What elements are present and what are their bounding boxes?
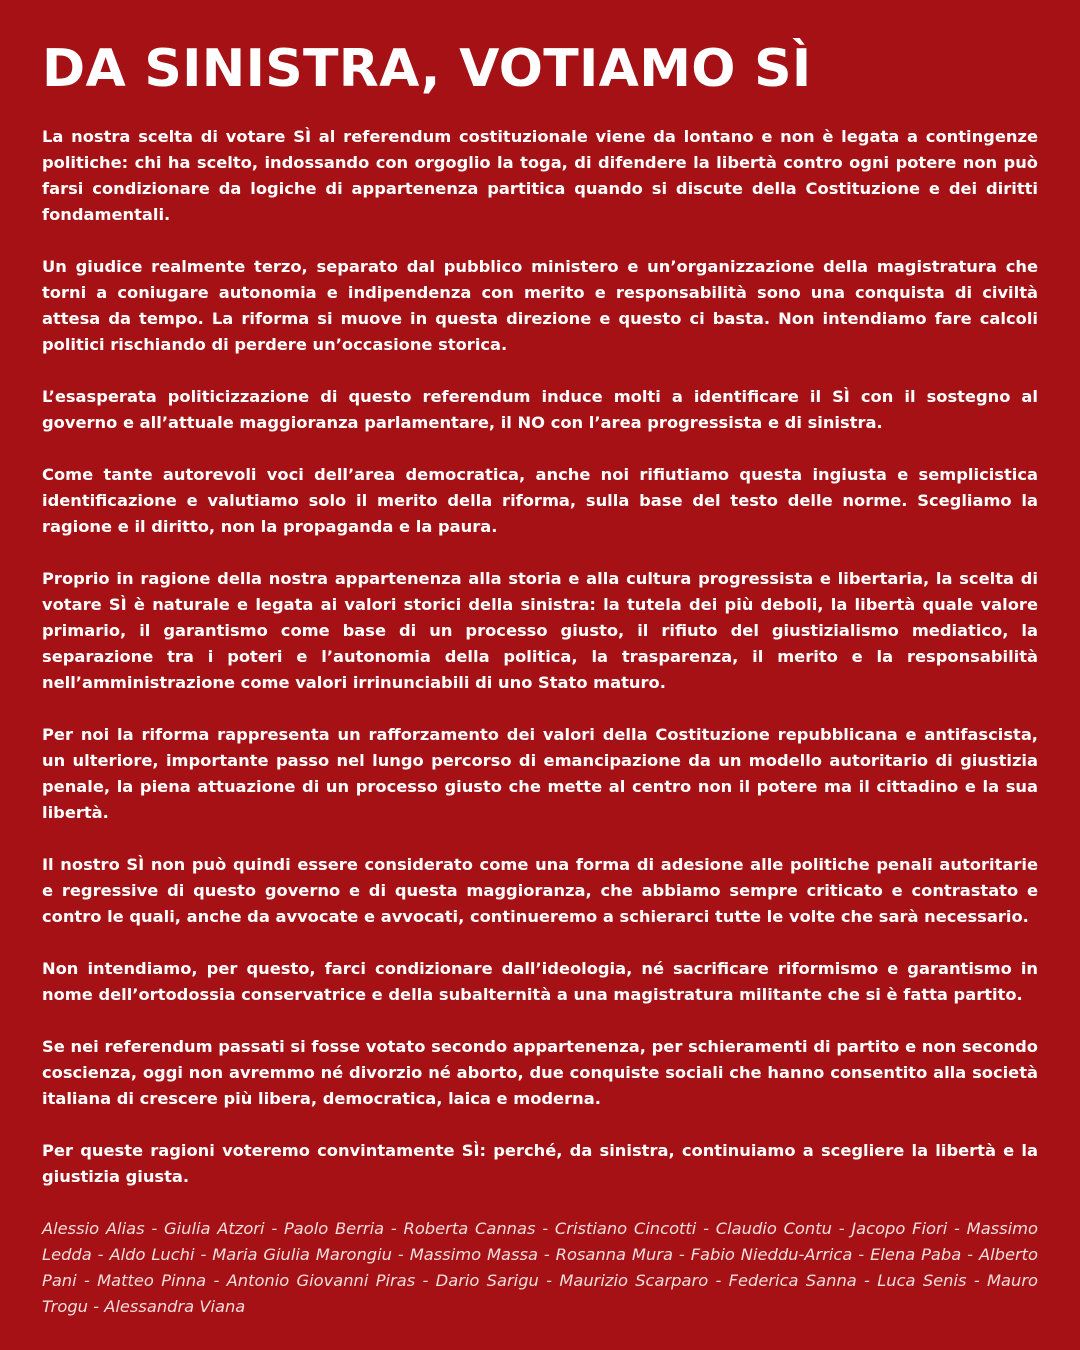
paragraph-5: Proprio in ragione della nostra appartenenza alla storia e alla cultura progressista e libertaria, la scelta di votare SÌ è naturale e legata ai valori storici della sinistra: la tutela dei più deboli, la libertà quale valore primario, il garantismo come base di un processo giusto, il rifiuto del giustizialismo mediatico, la separazione tra i poteri e l’autonomia della politica, la trasparenza, il merito e la responsabilità nell’amministrazione come valori irrinunciabili di uno Stato maturo. (42, 569, 1038, 692)
paragraph-1: La nostra scelta di votare SÌ al referendum costituzionale viene da lontano e non è legata a contingenze politiche: chi ha scelto, indossando con orgoglio la toga, di difendere la libertà contro ogni potere non può farsi condizionare da logiche di appartenenza partitica quando si discute della Costituzione e dei diritti fondamentali. (42, 127, 1038, 224)
document-page (42, 36, 1038, 1320)
paragraph-4: Come tante autorevoli voci dell’area democratica, anche noi rifiutiamo questa ingiusta e semplicistica identificazione e valutiamo solo il merito della riforma, sulla base del testo delle norme. Scegliamo la ragione e il diritto, non la propaganda e la paura. (42, 465, 1038, 536)
paragraph-6: Per noi la riforma rappresenta un rafforzamento dei valori della Costituzione repubblicana e antifascista, un ulteriore, importante passo nel lungo percorso di emancipazione da un modello autoritario di giustizia penale, la piena attuazione di un processo giusto che mette al centro non il potere ma il cittadino e la sua libertà. (42, 725, 1038, 822)
paragraph-9: Se nei referendum passati si fosse votato secondo appartenenza, per schieramenti di partito e non secondo coscienza, oggi non avremmo né divorzio né aborto, due conquiste sociali che hanno consentito alla società italiana di crescere più libera, democratica, laica e moderna. (42, 1037, 1038, 1108)
paragraph-7: Il nostro SÌ non può quindi essere considerato come una forma di adesione alle politiche penali autoritarie e regressive di questo governo e di questa maggioranza, che abbiamo sempre criticato e contrastato e contro le quali, anche da avvocate e avvocati, continueremo a schierarci tutte le volte che sarà necessario. (42, 855, 1038, 926)
signatories-list: Alessio Alias - Giulia Atzori - Paolo Berria - Roberta Cannas - Cristiano Cincotti - Claudio Contu - Jacopo Fiori - Massimo Ledda - Aldo Luchi - Maria Giulia Marongiu - Massimo Massa - Rosanna Mura - Fabio Nieddu-Arrica - Elena Paba - Alberto Pani - Matteo Pinna - Antonio Giovanni Piras - Dario Sarigu - Maurizio Scarparo - Federica Sanna - Luca Senis - Mauro Trogu - Alessandra Viana (42, 1219, 1038, 1316)
paragraph-10: Per queste ragioni voteremo convintamente SÌ: perché, da sinistra, continuiamo a scegliere la libertà e la giustizia giusta. (42, 1141, 1038, 1186)
page-title: DA SINISTRA, VOTIAMO SÌ (42, 39, 812, 99)
paragraph-3: L’esasperata politicizzazione di questo referendum induce molti a identificare il SÌ con il sostegno al governo e all’attuale maggioranza parlamentare, il NO con l’area progressista e di sinistra. (42, 387, 1038, 432)
paragraph-2: Un giudice realmente terzo, separato dal pubblico ministero e un’organizzazione della magistratura che torni a coniugare autonomia e indipendenza con merito e responsabilità sono una conquista di civiltà attesa da tempo. La riforma si muove in questa direzione e questo ci basta. Non intendiamo fare calcoli politici rischiando di perdere un’occasione storica. (42, 257, 1038, 354)
paragraph-8: Non intendiamo, per questo, farci condizionare dall’ideologia, né sacrificare riformismo e garantismo in nome dell’ortodossia conservatrice e della subalternità a una magistratura militante che si è fatta partito. (42, 959, 1038, 1004)
